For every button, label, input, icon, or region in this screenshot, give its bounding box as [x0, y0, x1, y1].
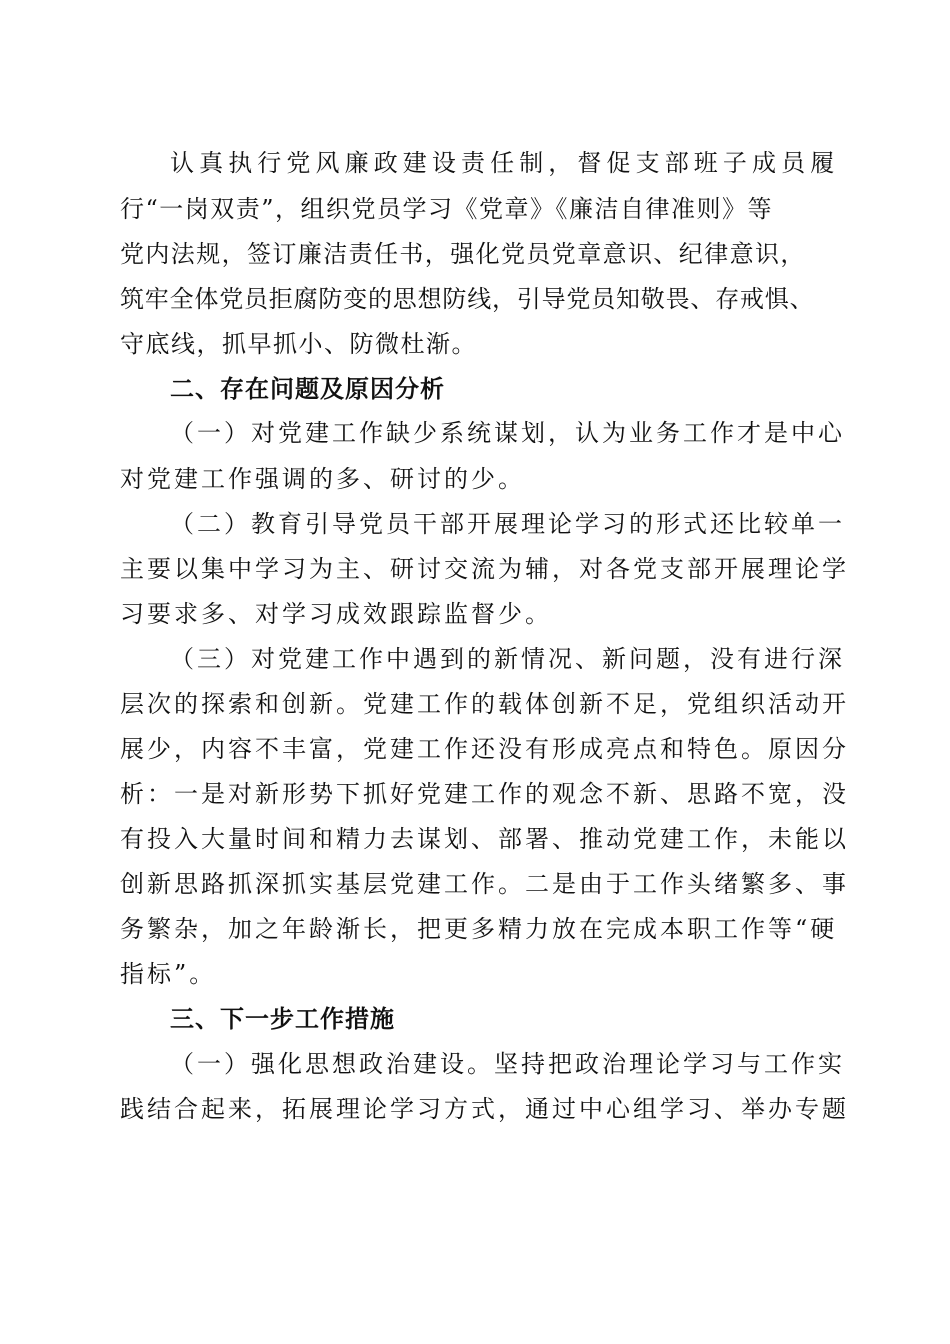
section-2-item-3-line-2: 层次的探索和创新。党建工作的载体创新不足，党组织活动开: [120, 690, 849, 718]
paragraph-1-line-1: 认真执行党风廉政建设责任制，督促支部班子成员履: [170, 149, 840, 177]
section-2-item-3-line-3: 展少，内容不丰富，党建工作还没有形成亮点和特色。原因分: [120, 735, 849, 763]
paragraph-1-line-4: 筑牢全体党员拒腐防变的思想防线，引导党员知敬畏、存戒惧、: [120, 285, 815, 313]
section-2-item-2-line-3: 习要求多、对学习成效跟踪监督少。: [120, 600, 552, 628]
paragraph-1-line-3: 党内法规，签订廉洁责任书，强化党员党章意识、纪律意识，: [120, 240, 806, 268]
section-2-item-1-line-2: 对党建工作强调的多、研讨的少。: [120, 465, 525, 493]
section-2-item-3-line-1: （三）对党建工作中遇到的新情况、新问题，没有进行深: [170, 645, 845, 673]
section-3-item-1-line-1: （一）强化思想政治建设。坚持把政治理论学习与工作实: [170, 1050, 845, 1078]
section-2-item-1-line-1: （一）对党建工作缺少系统谋划，认为业务工作才是中心: [170, 419, 845, 447]
paragraph-1-line-5: 守底线，抓早抓小、防微杜渐。: [120, 330, 477, 358]
section-3-heading: 三、下一步工作措施: [170, 1005, 395, 1033]
section-2-item-2-line-1: （二）教育引导党员干部开展理论学习的形式还比较单一: [170, 510, 845, 538]
section-2-item-3-line-6: 创新思路抓深抓实基层党建工作。二是由于工作头绪繁多、事: [120, 870, 849, 898]
paragraph-1-line-2: 行“一岗双责”，组织党员学习《党章》《廉洁自律准则》等: [120, 195, 774, 223]
section-2-item-3-line-4: 析：一是对新形势下抓好党建工作的观念不新、思路不宽，没: [120, 780, 849, 808]
section-2-item-3-line-8: 指标”。: [120, 960, 217, 988]
section-2-item-3-line-5: 有投入大量时间和精力去谋划、部署、推动党建工作，未能以: [120, 825, 849, 853]
section-2-item-2-line-2: 主要以集中学习为主、研讨交流为辅，对各党支部开展理论学: [120, 555, 849, 583]
section-2-heading: 二、存在问题及原因分析: [170, 375, 445, 403]
section-3-item-1-line-2: 践结合起来，拓展理论学习方式，通过中心组学习、举办专题: [120, 1095, 849, 1123]
section-2-item-3-line-7: 务繁杂，加之年龄渐长，把更多精力放在完成本职工作等“硬: [120, 915, 838, 943]
